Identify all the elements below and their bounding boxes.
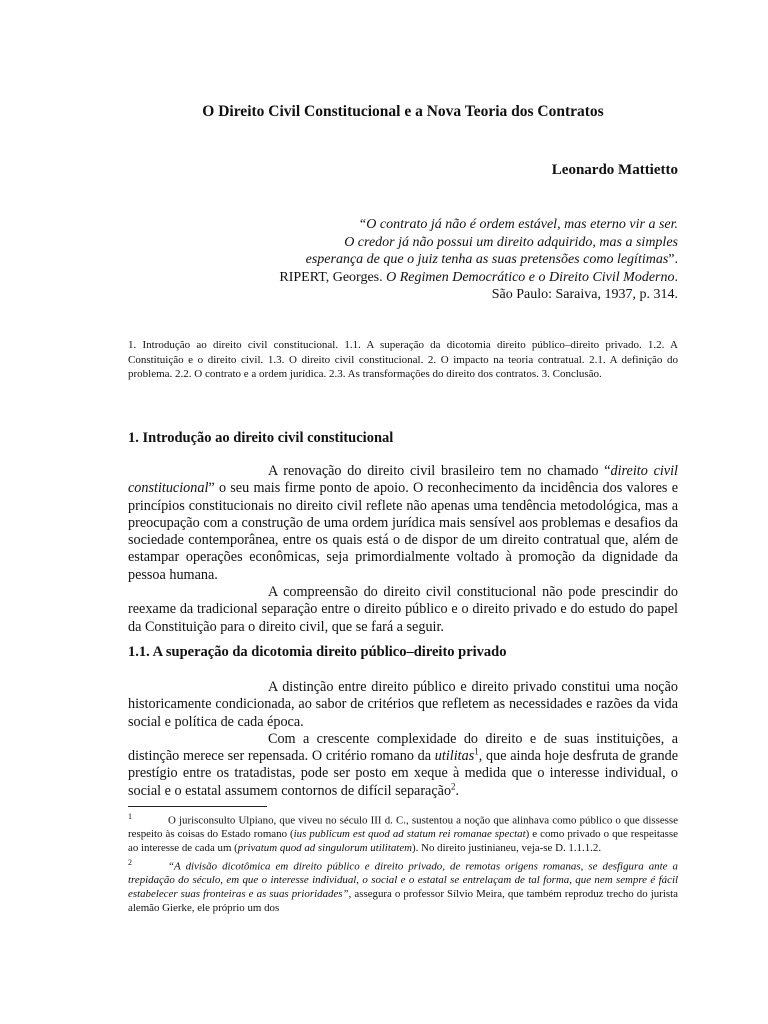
emphasis-term: direito civil constitucional — [128, 463, 678, 497]
paragraph — [128, 731, 678, 800]
footnotes — [128, 810, 678, 916]
footnote-ref-1[interactable]: 1 — [474, 746, 479, 757]
section-1-1-heading: 1.1. A superação da dicotomia direito público–direito privado — [128, 644, 507, 660]
section-1-1-body — [128, 679, 678, 800]
latin-quote: ius publicum est quod ad statum rei romanae spectat — [293, 828, 526, 841]
paragraph-text: Com a crescente complexidade do direito e de suas instituições, a distinção merece ser repensada. O critério romano da — [128, 730, 678, 765]
epigraph — [158, 216, 678, 304]
footnote-text: ) e como privado o que respeitasse ao interesse de cada um ( — [128, 828, 678, 855]
epigraph-quote-1: “O contrato já não é ordem estável, mas eterno vir a ser. — [358, 217, 678, 232]
footnote-2 — [128, 856, 678, 916]
epigraph-line — [158, 216, 678, 234]
epigraph-source-author: RIPERT, Georges. — [279, 269, 387, 285]
footnote-quote: “A divisão dicotômica em direito público e direito privado, de remotas origens romanas, se desfigura ante a trepidação do século, em que o interesse individual, o social e o estatal se entrelaçam de tal forma, que nem sempre é fácil estabelecer suas fronteiras e as suas prioridades” — [128, 860, 678, 901]
latin-quote: privatum quod ad singulorum utilitatem — [237, 842, 413, 855]
paragraph: A distinção entre direito público e direito privado constitui uma noção historicamente condicionada, ao sabor de critérios que refletem as necessidades e razões da vida social e política de cada época. — [128, 679, 678, 730]
table-of-contents-summary: 1. Introdução ao direito civil constitucional. 1.1. A superação da dicotomia direito público–direito privado. 1.2. A Constituição e o direito civil. 1.3. O direito civil constitucional. 2. O impacto na teoria contratual. 2.1. A definição do problema. 2.2. O contrato e a ordem jurídica. 2.3. As transformações do direito dos contratos. 3. Conclusão. — [128, 339, 678, 380]
paragraph-text: , que ainda hoje desfruta de grande prestígio entre os tratadistas, pode ser posto em xeque à medida que o interesse individual, o social e o estatal assumem contornos de difícil separação — [128, 748, 678, 799]
footnote-2-marker: 2 — [128, 858, 132, 868]
epigraph-line — [158, 251, 678, 269]
footnote-separator — [128, 806, 267, 807]
author-name: Leonardo Mattietto — [551, 162, 678, 178]
section-1-body — [128, 463, 678, 636]
epigraph-source-end: . — [674, 269, 678, 285]
paragraph-text: A renovação do direito civil brasileiro tem no chamado “ — [268, 463, 611, 479]
emphasis-term: utilitas — [434, 748, 475, 765]
epigraph-source-work: O Regimen Democrático e o Direito Civil Moderno — [386, 269, 675, 285]
epigraph-quote-3: esperança de que o juiz tenha as suas pretensões como legítimas — [305, 252, 669, 268]
epigraph-source — [158, 269, 678, 287]
footnote-text: ). No direito justinianeu, veja-se D. 1.1.1.2. — [412, 842, 602, 855]
epigraph-quote-end: ”. — [668, 252, 678, 268]
section-1-heading: 1. Introdução ao direito civil constitucional — [128, 430, 394, 446]
document-title: O Direito Civil Constitucional e a Nova Teoria dos Contratos — [202, 103, 604, 120]
paragraph-text: . — [455, 782, 460, 799]
footnote-ref-2[interactable]: 2 — [451, 781, 456, 792]
paragraph: A compreensão do direito civil constitucional não pode prescindir do reexame da tradicional separação entre o direito público e o direito privado e do estudo do papel da Constituição para o direito civil, que se fará a seguir. — [128, 584, 678, 635]
paragraph — [128, 463, 678, 584]
footnote-1-marker: 1 — [128, 812, 132, 821]
epigraph-publication: São Paulo: Saraiva, 1937, p. 314. — [491, 287, 678, 303]
footnote-text: , assegura o professor Sílvio Meira, que também reproduz trecho do jurista alemão Gierke, ele próprio um dos — [128, 888, 678, 915]
epigraph-quote-2: O credor já não possui um direito adquirido, mas a simples — [344, 234, 678, 250]
epigraph-line — [158, 234, 678, 252]
footnote-1 — [128, 810, 678, 856]
footnote-text: O jurisconsulto Ulpiano, que viveu no século III d. C., sustentou a noção que alinhava como público o que dissesse respeito às coisas do Estado romano ( — [128, 814, 678, 841]
paragraph-text: ” o seu mais firme ponto de apoio. O reconhecimento da incidência dos valores e princípios constitucionais no direito civil reflete não apenas uma tendência metodológica, mas a preocupação com a construção de uma ordem jurídica mais sensível aos problemas e desafios da sociedade contemporânea, entre os quais está o de dispor de um direito contratual que, além de estampar operações econômicas, seja primordialmente voltado à promoção da dignidade da pessoa humana. — [128, 480, 678, 583]
